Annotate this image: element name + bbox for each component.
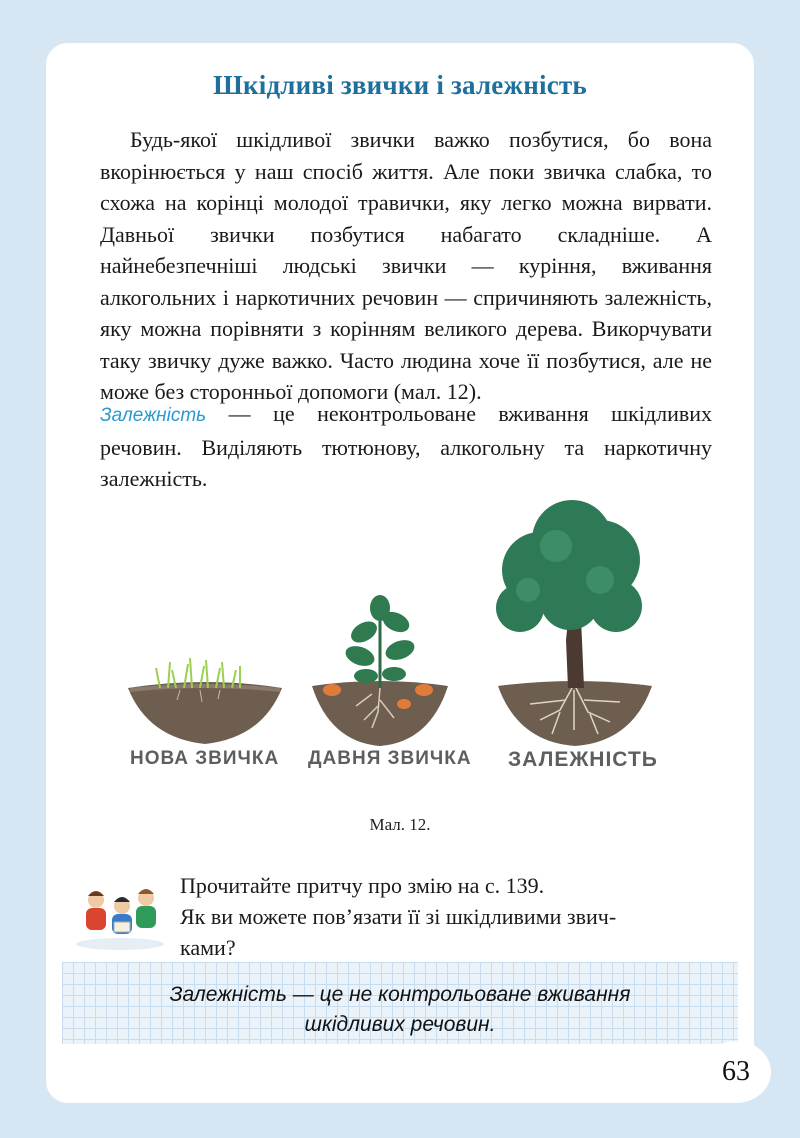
task-line-3: ками? xyxy=(180,935,236,960)
page-title: Шкідливі звички і залежність xyxy=(213,70,587,100)
page-number: 63 xyxy=(701,1041,771,1103)
label-old-habit: ДАВНЯ ЗВИЧКА xyxy=(308,748,472,769)
conclusion-line-1: Залежність — це не контрольоване вживання xyxy=(169,983,631,1006)
conclusion-line-2: шкідливих речовин. xyxy=(304,1013,496,1036)
conclusion-text xyxy=(62,980,738,1040)
definition-text: — це неконтрольоване вживання шкідливих речовин. Виділяють тютюнову, алкогольну та наркотичну залежність. xyxy=(100,401,712,491)
main-paragraph-text: Будь-якої шкідливої звички важко позбутися, бо вона вкорінюється у наш спосіб життя. Але поки звичка слабка, то схожа на корінці молодої травички, яку легко можна вирвати. Давньої звички позбутися набагато складніше. А найнебезпечніші людські звички — куріння, вживання алкогольних і наркотичних речовин — спричиняють залежність, яку можна порівняти з корінням великого дерева. Викорчувати таку звичку дуже важко. Часто людина хоче її позбутися, але не може без сторонньої допомоги (мал. 12). xyxy=(100,127,712,404)
definition-term: Залежність xyxy=(100,405,207,426)
children-reading-icon xyxy=(72,876,168,952)
task-line-2: Як ви можете пов’язати її зі шкідливими звич- xyxy=(180,904,617,929)
old-habit-image xyxy=(312,595,448,746)
task-line-1: Прочитайте притчу про змію на с. 139. xyxy=(180,873,545,898)
addiction-image xyxy=(496,500,652,746)
new-habit-image xyxy=(128,658,282,744)
label-addiction: ЗАЛЕЖНІСТЬ xyxy=(508,748,658,771)
figure-caption: Мал. 12. xyxy=(369,815,431,834)
task-block xyxy=(180,870,720,963)
label-new-habit: НОВА ЗВИЧКА xyxy=(130,748,280,769)
